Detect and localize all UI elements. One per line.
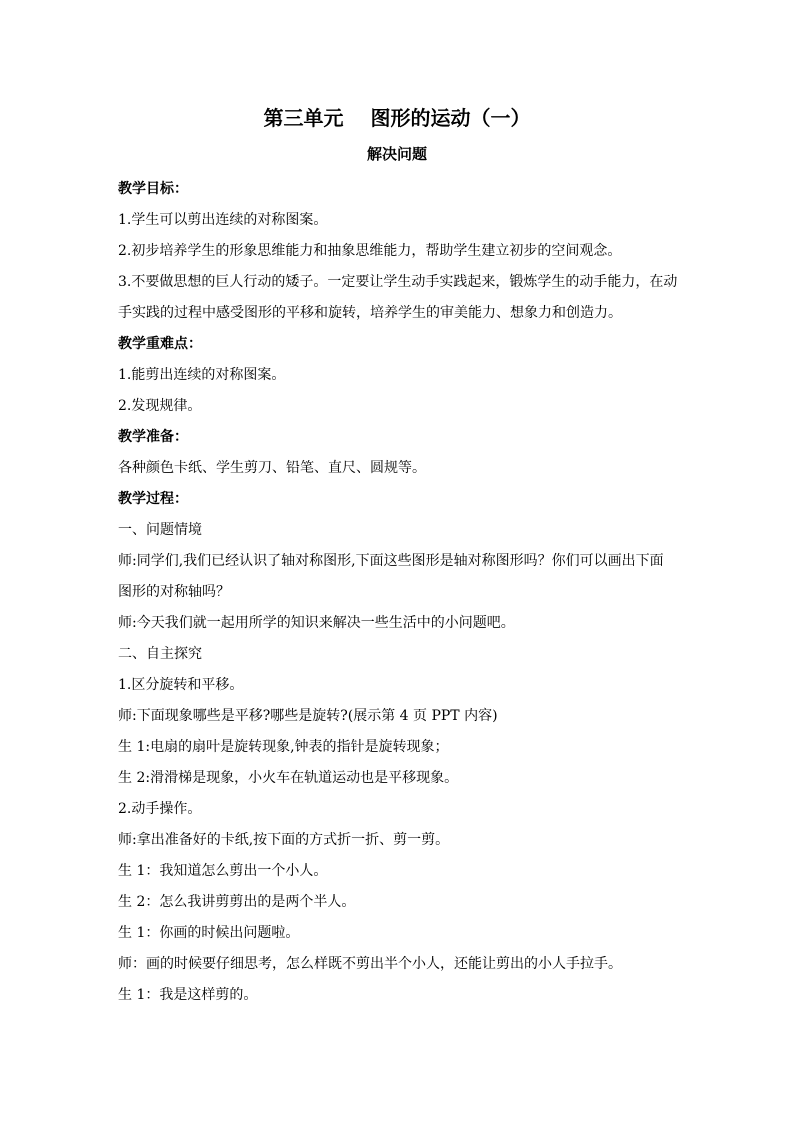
text-line: 师:下面现象哪些是平移?哪些是旋转?(展示第 4 页 PPT 内容) [118, 708, 498, 724]
text-line: 2.初步培养学生的形象思维能力和抽象思维能力，帮助学生建立初步的空间观念。 [118, 243, 622, 259]
document-body [118, 174, 684, 1011]
text-line: 2.动手操作。 [118, 801, 202, 817]
text-line: 各种颜色卡纸、学生剪刀、铅笔、直尺、圆规等。 [118, 460, 426, 476]
text-line: 生 1：你画的时候出问题啦。 [118, 925, 300, 941]
text-line: 1.学生可以剪出连续的对称图案。 [118, 212, 328, 228]
section-heading: 教学过程： [118, 491, 188, 507]
text-line: 师:同学们,我们已经认识了轴对称图形,下面这些图形是轴对称图形吗？你们可以画出下面 [118, 553, 664, 569]
text-line: 生 1：我知道怎么剪出一个小人。 [118, 863, 328, 879]
text-line: 一、问题情境 [118, 522, 202, 538]
text-line: 生 2:滑滑梯是现象，小火车在轨道运动也是平移现象。 [118, 770, 459, 786]
text-line: 师:今天我们就一起用所学的知识来解决一些生活中的小问题吧。 [118, 615, 515, 631]
text-line: 生 1:电扇的扇叶是旋转现象,钟表的指针是旋转现象； [118, 739, 449, 755]
text-line: 师:拿出准备好的卡纸,按下面的方式折一折、剪一剪。 [118, 832, 450, 848]
text-line: 生 1：我是这样剪的。 [118, 987, 258, 1003]
section-heading: 教学目标： [118, 181, 188, 197]
text-line: 二、自主探究 [118, 646, 202, 662]
text-line: 师：画的时候要仔细思考，怎么样既不剪出半个小人，还能让剪出的小人手拉手。 [118, 956, 622, 972]
document-subtitle: 解决问题 [366, 145, 427, 163]
text-line: 图形的对称轴吗？ [118, 584, 230, 600]
document-title: 第三单元 图形的运动（一） [263, 106, 531, 130]
text-line: 1.区分旋转和平移。 [118, 677, 244, 693]
section-heading: 教学重难点： [118, 336, 202, 352]
text-line: 1.能剪出连续的对称图案。 [118, 367, 286, 383]
text-line: 手实践的过程中感受图形的平移和旋转，培养学生的审美能力、想象力和创造力。 [118, 305, 622, 321]
text-line: 2.发现规律。 [118, 398, 202, 414]
text-line: 3.不要做思想的巨人行动的矮子。一定要让学生动手实践起来，锻炼学生的动手能力，在动 [118, 274, 678, 290]
section-heading: 教学准备： [118, 429, 188, 445]
text-line: 生 2：怎么我讲剪剪出的是两个半人。 [118, 894, 356, 910]
